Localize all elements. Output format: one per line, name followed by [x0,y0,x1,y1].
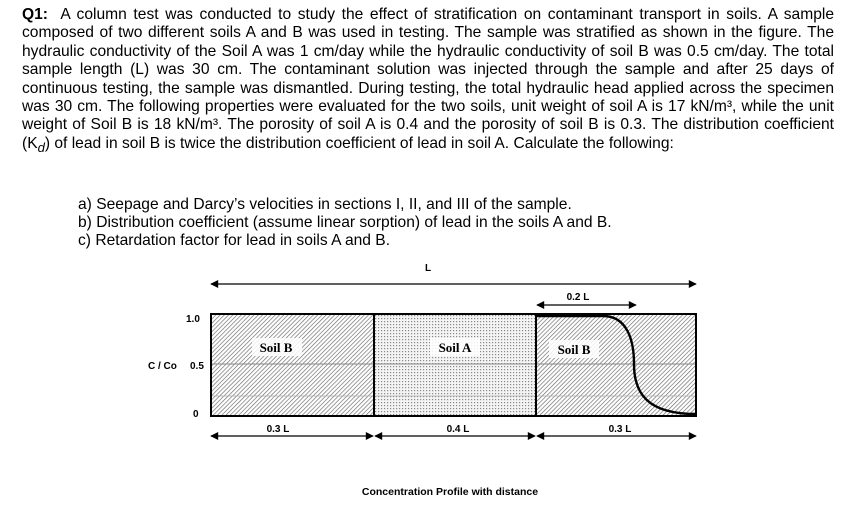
soil-label-2: Soil A [438,340,472,355]
question-label: Q1: [22,6,48,23]
y-tick-05: 0.5 [190,361,204,372]
y-axis-label: C / Co [148,361,177,372]
part-a: a) Seepage and Darcy’s velocities in sections I, II, and III of the sample. [78,196,572,213]
section-3-soil-b [536,314,696,416]
total-length-label: L [424,263,432,274]
length-label-2: 0.4 L [446,424,470,435]
part-b: b) Distribution coefficient (assume linear sorption) of lead in the soils A and B. [78,214,612,231]
soil-label-3: Soil B [557,342,591,357]
length-label-1: 0.3 L [266,424,290,435]
figure-caption: Concentration Profile with distance [361,486,539,498]
question-body: A column test was conducted to study the effect of stratification on contaminant transport in soils. A sample composed of two different soils A and B was used in testing. The sample was stratified as shown in the figure. The hydraulic conductivity of the Soil A was 1 cm/day while the hydraulic conductivity of soil B was 0.5 cm/day. The total sample length (L) was 30 cm. The contaminant solution was injected through the sample and after 25 days of continuous testing, the sample was dismantled. During testing, the total hydraulic head applied across the specimen was 30 cm. The following properties were evaluated for the two soils, unit weight of soil A is 17 kN/m³, while the unit weight of Soil B is 18 kN/m³. The porosity of soil A is 0.4 and the porosity of soil B is 0.3. The distribution coefficient (K [22,6,835,152]
y-tick-0: 0 [193,409,199,420]
part-c: c) Retardation factor for lead in soils A and B. [78,232,391,249]
soil-label-1: Soil B [259,340,293,355]
kd-subscript: d [37,139,45,155]
question-body-end: ) of lead in soil B is twice the distribution coefficient of lead in soil A. Calculate the following: [44,134,674,152]
section-1-soil-b [211,314,374,416]
length-label-3: 0.3 L [608,424,632,435]
section-2-soil-a [374,314,536,416]
sub-length-label: 0.2 L [566,292,590,303]
y-tick-1: 1.0 [186,314,200,325]
